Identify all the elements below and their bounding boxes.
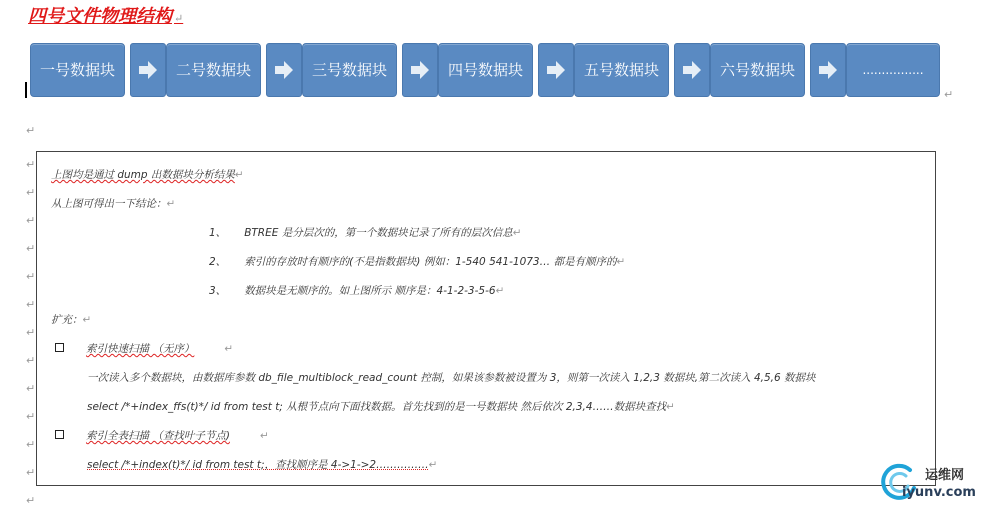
conclusion-item-2: 2、 索引的存放时有顺序的(不是指数据块) 例如：1-540 541-1073… 都是有顺序的↵ [209,256,626,268]
right-arrow-icon [402,43,438,97]
right-arrow-icon [810,43,846,97]
block-6: 六号数据块 [710,43,805,97]
paragraph-mark: ↵ [26,214,36,227]
text-line: 一次读入多个数据块，由数据库参数 db_file_multiblock_read_count 控制，如果该参数被设置为 3，则第一次读入 1,2,3 数据块,第二次读入 4,5,6 数据块 [87,372,816,384]
site-watermark [880,462,980,504]
right-arrow-icon [674,43,710,97]
block-3: 三号数据块 [302,43,397,97]
paragraph-mark: ↵ [944,88,954,101]
paragraph-mark: ↵ [26,242,36,255]
paragraph-mark: ↵ [26,124,36,137]
paragraph-mark: ↵ [26,186,36,199]
block-1: 一号数据块 [30,43,125,97]
right-arrow-icon [266,43,302,97]
watermark-cn-text: 运维网 [925,468,965,483]
watermark-en-text: iyunv.com [902,485,976,500]
right-arrow-icon [130,43,166,97]
block-5: 五号数据块 [574,43,669,97]
bullet-heading-full-scan: 索引全表扫描 （查找叶子节点) ↵ [55,428,269,443]
block-2: 二号数据块 [166,43,261,97]
text-line: 上图均是通过 dump 出数据块分析结果↵ [51,169,244,181]
block-flow-diagram [30,43,940,97]
bullet-square-icon [55,430,64,439]
bullet-heading-fast-full-scan: 索引快速扫描 （无序） ↵ [55,341,233,356]
paragraph-mark: ↵ [26,438,36,451]
paragraph-mark: ↵ [26,494,36,507]
paragraph-mark: ↵ [26,158,36,171]
paragraph-mark: ↵ [26,270,36,283]
conclusion-item-3: 3、 数据块是无顺序的。如上图所示 顺序是：4-1-2-3-5-6↵ [209,285,505,297]
block-more: ................ [846,43,940,97]
paragraph-mark: ↵ [26,382,36,395]
content-text-box [36,151,936,486]
document-title [28,2,183,28]
paragraph-mark: ↵ [26,410,36,423]
paragraph-mark: ↵ [26,466,36,479]
right-arrow-icon [538,43,574,97]
title-text: 四号文件物理结构 [28,6,172,27]
block-4: 四号数据块 [438,43,533,97]
paragraph-mark: ↵ [26,298,36,311]
paragraph-mark: ↵ [26,354,36,367]
text-line: 从上图可得出一下结论：↵ [51,198,176,210]
paragraph-mark: ↵ [174,12,184,25]
text-cursor [25,82,27,98]
conclusion-item-1: 1、 BTREE 是分层次的，第一个数据块记录了所有的层次信息↵ [209,227,522,239]
text-line: select /*+index(t)*/ id from test t;，查找顺序是 4->1->2……………↵ [87,459,438,471]
paragraph-mark: ↵ [26,326,36,339]
text-line: 扩充：↵ [51,314,92,326]
bullet-square-icon [55,343,64,352]
text-line: select /*+index_ffs(t)*/ id from test t; 从根节点向下面找数据。首先找到的是一号数据块 然后依次 2,3,4……数据块查找↵ [87,401,675,413]
